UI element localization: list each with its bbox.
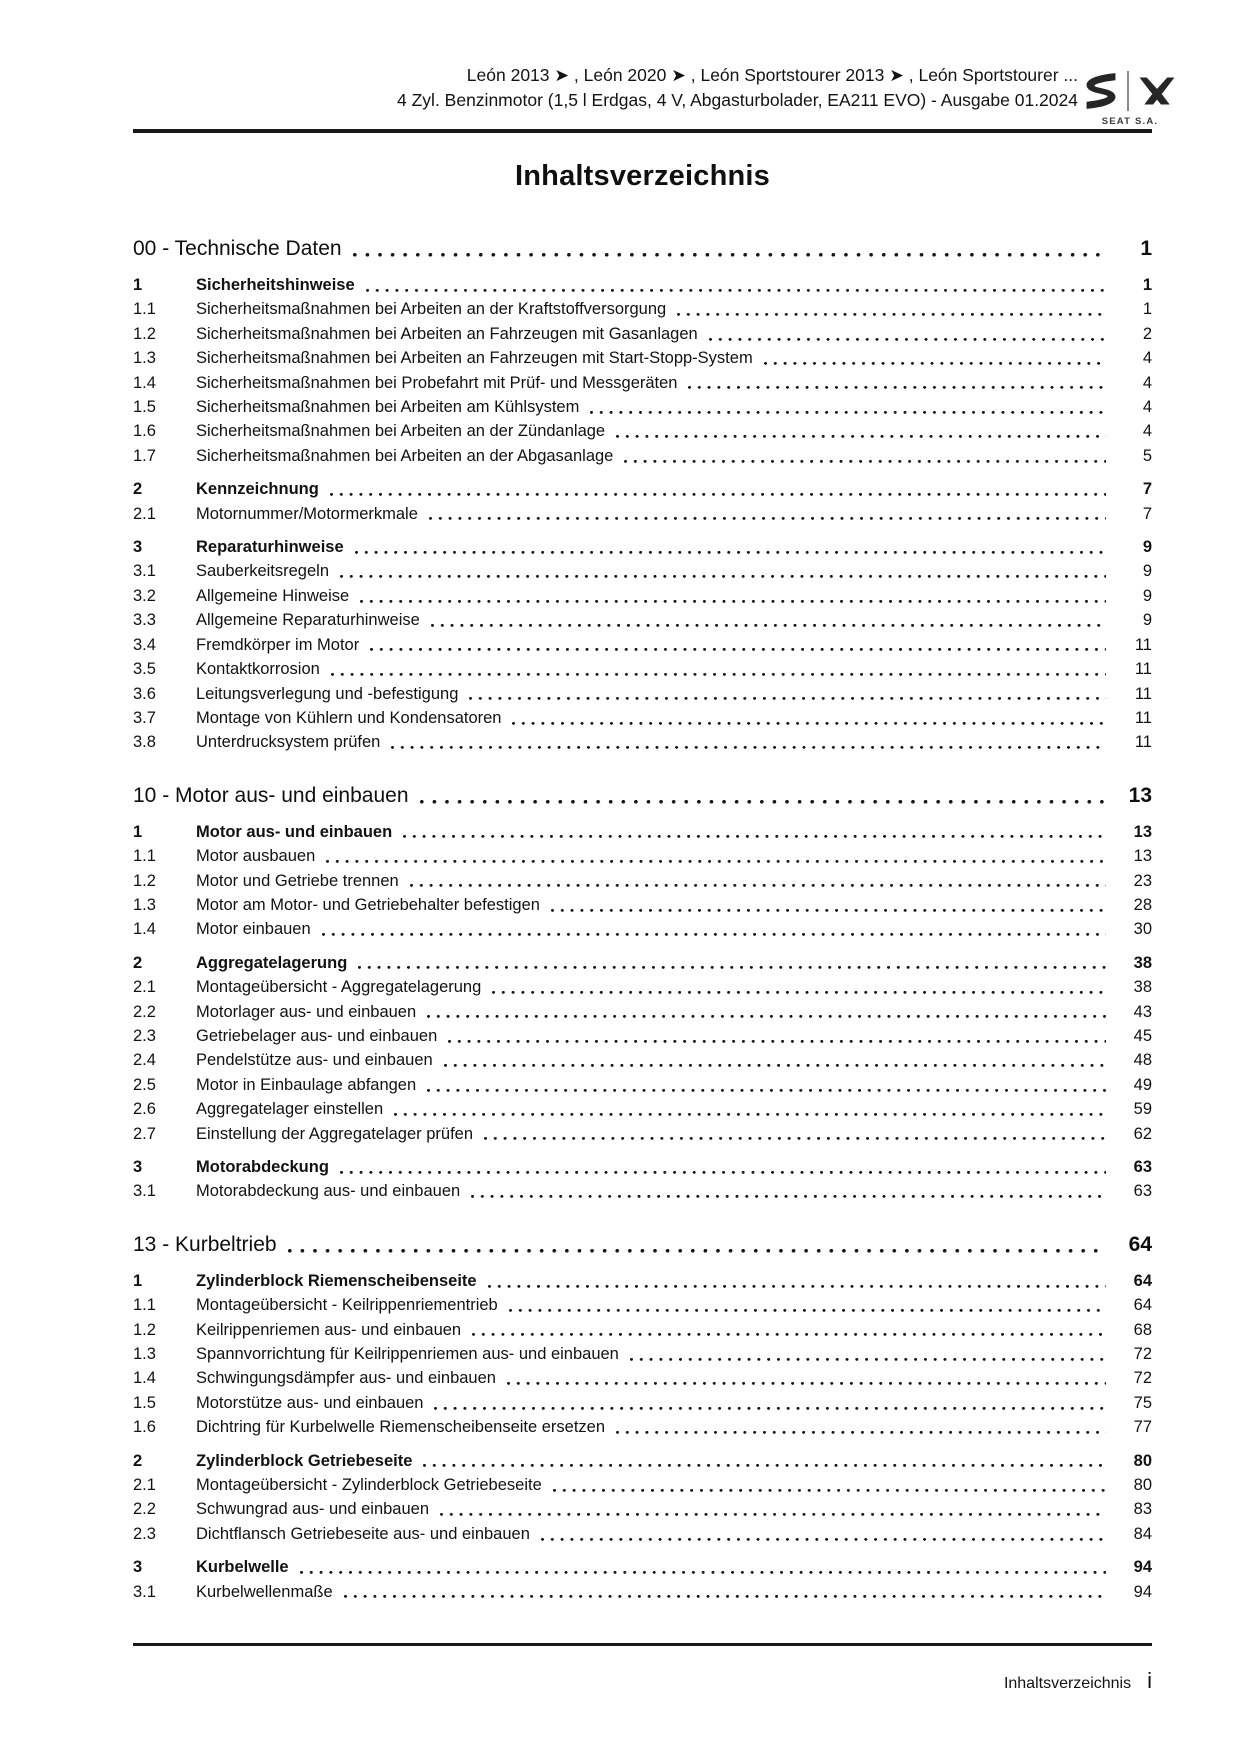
toc-row-number: 3.3	[133, 611, 156, 630]
toc-row-page: 11	[1134, 733, 1152, 752]
toc-row-title: Spannvorrichtung für Keilrippenriemen aus- und einbauen	[196, 1345, 619, 1364]
dot-leader	[762, 346, 1106, 370]
toc-row[interactable]	[133, 477, 1152, 501]
dot-leader	[588, 395, 1106, 419]
dot-leader	[490, 975, 1106, 999]
toc-row[interactable]	[133, 1318, 1152, 1342]
toc-row-page: 49	[1133, 1075, 1152, 1094]
toc-row[interactable]	[133, 1473, 1152, 1497]
dot-leader	[438, 1497, 1106, 1521]
dot-leader	[549, 893, 1106, 917]
dot-leader	[614, 419, 1106, 443]
dot-leader	[286, 1229, 1106, 1260]
dot-leader	[505, 1366, 1106, 1390]
toc-row-page: 63	[1133, 1182, 1152, 1201]
toc-row[interactable]	[133, 1097, 1152, 1121]
dot-leader	[486, 1269, 1106, 1293]
toc-row[interactable]	[133, 633, 1152, 657]
toc-row-page: 13	[1133, 847, 1152, 866]
toc-row-number: 3.7	[133, 708, 156, 727]
toc-row-title: Motor und Getriebe trennen	[196, 871, 399, 890]
toc-row-page: 9	[1142, 562, 1152, 581]
toc-row-number: 1.7	[133, 446, 156, 465]
toc-row-page: 48	[1133, 1051, 1152, 1070]
toc-row-number: 3	[133, 538, 143, 557]
toc-row[interactable]	[133, 273, 1152, 297]
toc-chapter-row[interactable]	[133, 1229, 1152, 1260]
toc-row-page: 38	[1133, 978, 1152, 997]
toc-row[interactable]	[133, 584, 1152, 608]
toc-row-page: 4	[1142, 422, 1152, 441]
toc-row-number: 1.6	[133, 1418, 156, 1437]
toc-row-title: Reparaturhinweise	[196, 538, 344, 557]
toc-row-number: 2.1	[133, 1476, 156, 1495]
toc-row-number: 1	[133, 822, 143, 841]
toc-row[interactable]	[133, 917, 1152, 941]
toc-row-title: Motor ausbauen	[196, 847, 316, 866]
toc-row[interactable]	[133, 1155, 1152, 1179]
toc-row-number: 3.8	[133, 733, 156, 752]
dot-leader	[707, 322, 1106, 346]
dot-leader	[432, 1391, 1106, 1415]
toc-row-page: 43	[1133, 1002, 1152, 1021]
toc-row-number: 3.1	[133, 1582, 156, 1601]
toc-row-number: 3.2	[133, 586, 156, 605]
dot-leader	[446, 1024, 1106, 1048]
dot-leader	[353, 535, 1106, 559]
toc-row[interactable]	[133, 502, 1152, 526]
toc-row-page: 80	[1133, 1476, 1152, 1495]
toc-row-page: 1	[1142, 276, 1152, 294]
toc-row-page: 59	[1133, 1100, 1152, 1119]
toc	[133, 233, 1152, 1604]
toc-row-page: 4	[1142, 349, 1152, 368]
toc-row-number: 3.1	[133, 562, 156, 581]
toc-row-title: Sicherheitsmaßnahmen bei Probefahrt mit Prüf- und Messgeräten	[196, 373, 678, 392]
toc-row-title: Montageübersicht - Keilrippenriementrieb	[196, 1296, 498, 1315]
toc-row-number: 2.5	[133, 1075, 156, 1094]
toc-chapter-row[interactable]	[133, 233, 1152, 264]
toc-row-page: 84	[1133, 1524, 1152, 1543]
toc-row-number: 1.5	[133, 398, 156, 417]
dot-leader	[425, 1073, 1106, 1097]
toc-row-title: Montageübersicht - Zylinderblock Getriebeseite	[196, 1476, 542, 1495]
dot-leader	[364, 273, 1106, 297]
toc-row-number: 3.5	[133, 660, 156, 679]
toc-row-number: 2.1	[133, 504, 156, 523]
toc-chapter-row[interactable]	[133, 780, 1152, 811]
toc-row-title: Sicherheitsmaßnahmen bei Arbeiten an Fahrzeugen mit Gasanlagen	[196, 324, 698, 343]
toc-row[interactable]	[133, 608, 1152, 632]
toc-chapter	[133, 233, 1152, 755]
toc-row-title: Kontaktkorrosion	[196, 660, 320, 679]
toc-row-page: 75	[1133, 1393, 1152, 1412]
dot-leader	[425, 1000, 1106, 1024]
toc-row[interactable]	[133, 951, 1152, 975]
toc-row-title: Motor in Einbaulage abfangen	[196, 1075, 417, 1094]
toc-row[interactable]	[133, 1366, 1152, 1390]
toc-row[interactable]	[133, 1122, 1152, 1146]
toc-row-page: 62	[1133, 1124, 1152, 1143]
toc-row-number: 2	[133, 953, 143, 972]
toc-row[interactable]	[133, 535, 1152, 559]
dot-leader	[368, 633, 1106, 657]
toc-row-page: 28	[1133, 895, 1152, 914]
toc-row-number: 2.2	[133, 1002, 156, 1021]
dot-leader	[298, 1555, 1106, 1579]
toc-row-title: Aggregatelager einstellen	[196, 1100, 384, 1119]
page-title: Inhaltsverzeichnis	[514, 160, 771, 192]
toc-row-number: 1.6	[133, 422, 156, 441]
toc-row-number: 2.1	[133, 978, 156, 997]
dot-leader	[324, 844, 1106, 868]
toc-row-number: 3.1	[133, 1182, 156, 1201]
toc-row-page: 11	[1134, 635, 1152, 654]
toc-row-title: Allgemeine Reparaturhinweise	[196, 611, 420, 630]
toc-row-title: Motorabdeckung	[196, 1158, 329, 1176]
dot-leader	[338, 1155, 1106, 1179]
toc-row-page: 64	[1133, 1296, 1152, 1315]
toc-row-number: 1.1	[133, 300, 156, 319]
toc-row[interactable]	[133, 371, 1152, 395]
toc-row-title: Zylinderblock Riemenscheibenseite	[196, 1271, 477, 1290]
toc-chapter-title: 00 - Technische Daten	[133, 237, 342, 260]
toc-row-title: Dichtring für Kurbelwelle Riemenscheibenseite ersetzen	[196, 1418, 606, 1437]
toc-row[interactable]	[133, 297, 1152, 321]
toc-row[interactable]	[133, 444, 1152, 468]
dot-leader	[389, 730, 1106, 754]
toc-row-page: 5	[1142, 446, 1152, 465]
toc-row[interactable]	[133, 322, 1152, 346]
toc-row[interactable]	[133, 893, 1152, 917]
dot-leader	[392, 1097, 1106, 1121]
toc-row-title: Unterdrucksystem prüfen	[196, 733, 381, 752]
toc-row[interactable]	[133, 1073, 1152, 1097]
toc-row-title: Sauberkeitsregeln	[196, 562, 329, 581]
dot-leader	[482, 1122, 1106, 1146]
toc-row-title: Sicherheitsmaßnahmen bei Arbeiten an der Kraftstoffversorgung	[196, 300, 667, 319]
toc-row[interactable]	[133, 395, 1152, 419]
toc-row[interactable]	[133, 1342, 1152, 1366]
toc-row-title: Motor am Motor- und Getriebehalter befestigen	[196, 895, 540, 914]
content-area	[133, 0, 1152, 1604]
toc-row-title: Motornummer/Motormerkmale	[196, 504, 418, 523]
toc-row-title: Sicherheitsmaßnahmen bei Arbeiten an Fahrzeugen mit Start-Stopp-System	[196, 349, 753, 368]
toc-row-number: 2.6	[133, 1100, 156, 1119]
toc-row[interactable]	[133, 1048, 1152, 1072]
toc-row-page: 2	[1142, 324, 1152, 343]
toc-row-page: 11	[1134, 684, 1152, 703]
toc-row-number: 1	[133, 1271, 143, 1290]
toc-row[interactable]	[133, 730, 1152, 754]
toc-row[interactable]	[133, 706, 1152, 730]
header-engine-line: 4 Zyl. Benzinmotor (1,5 l Erdgas, 4 V, Abgasturbolader, EA211 EVO) - Ausgabe 01.2024	[397, 90, 1078, 110]
dot-leader	[442, 1048, 1106, 1072]
toc-row-number: 3.6	[133, 684, 156, 703]
toc-row-number: 1.5	[133, 1393, 156, 1412]
toc-row[interactable]	[133, 1024, 1152, 1048]
toc-row-title: Getriebelager aus- und einbauen	[196, 1026, 438, 1045]
toc-row-number: 2	[133, 1451, 143, 1470]
toc-row[interactable]	[133, 559, 1152, 583]
header-model-line: León 2013 ➤ , León 2020 ➤ , León Sportstourer 2013 ➤ , León Sportstourer ...	[466, 65, 1078, 85]
toc-row[interactable]	[133, 1269, 1152, 1293]
dot-leader	[329, 657, 1106, 681]
toc-row[interactable]	[133, 1580, 1152, 1604]
logo-caption: SEAT S.A.	[1101, 116, 1159, 127]
dot-leader	[628, 1342, 1106, 1366]
toc-row-page: 9	[1142, 586, 1152, 605]
toc-row-number: 1.4	[133, 373, 156, 392]
toc-row-title: Sicherheitsmaßnahmen bei Arbeiten an der Abgasanlage	[196, 446, 614, 465]
dot-leader	[320, 917, 1106, 941]
toc-chapter-page: 1	[1140, 237, 1152, 260]
page-footer	[133, 1668, 1152, 1694]
toc-row-page: 80	[1133, 1451, 1152, 1470]
toc-row-number: 1.3	[133, 895, 156, 914]
toc-row-number: 1.1	[133, 1296, 156, 1315]
toc-row-number: 2.2	[133, 1500, 156, 1519]
dot-leader	[408, 869, 1106, 893]
toc-row[interactable]	[133, 1555, 1152, 1579]
dot-leader	[328, 477, 1106, 501]
toc-row-page: 9	[1142, 611, 1152, 630]
toc-row[interactable]	[133, 419, 1152, 443]
toc-row-page: 45	[1133, 1026, 1152, 1045]
toc-row-page: 94	[1133, 1582, 1152, 1601]
toc-row-page: 23	[1133, 871, 1152, 890]
dot-leader	[539, 1522, 1106, 1546]
toc-row-title: Montage von Kühlern und Kondensatoren	[196, 708, 502, 727]
toc-chapter-title: 13 - Kurbeltrieb	[133, 1232, 277, 1256]
toc-row-title: Leitungsverlegung und -befestigung	[196, 684, 459, 703]
dot-leader	[622, 444, 1106, 468]
dot-leader	[470, 1318, 1106, 1342]
dot-leader	[551, 1473, 1106, 1497]
toc-row-page: 1	[1142, 300, 1152, 319]
toc-row-number: 1.2	[133, 1320, 156, 1339]
toc-chapter	[133, 1229, 1152, 1604]
dot-leader	[338, 559, 1106, 583]
toc-row-title: Einstellung der Aggregatelager prüfen	[196, 1124, 474, 1143]
toc-chapter-page: 13	[1128, 783, 1152, 807]
toc-row-page: 7	[1142, 504, 1152, 523]
footer-section-label: Inhaltsverzeichnis	[1003, 1675, 1132, 1692]
toc-row[interactable]	[133, 820, 1152, 844]
toc-row-title: Keilrippenriemen aus- und einbauen	[196, 1320, 462, 1339]
toc-row-page: 11	[1134, 660, 1152, 679]
dot-leader	[467, 682, 1106, 706]
dot-leader	[469, 1179, 1106, 1203]
toc-row-title: Motor aus- und einbauen	[196, 822, 393, 841]
toc-row-title: Sicherheitshinweise	[196, 276, 355, 294]
dot-leader	[351, 233, 1106, 264]
toc-row-page: 94	[1133, 1558, 1152, 1577]
toc-row-title: Motor einbauen	[196, 920, 311, 939]
toc-row-page: 7	[1142, 480, 1152, 499]
toc-row-number: 2	[133, 480, 143, 499]
toc-row-number: 2.3	[133, 1026, 156, 1045]
toc-row[interactable]	[133, 1000, 1152, 1024]
toc-row-number: 1.1	[133, 847, 156, 866]
toc-row-title: Motorabdeckung aus- und einbauen	[196, 1182, 461, 1201]
toc-chapter	[133, 780, 1152, 1204]
toc-row-title: Motorstütze aus- und einbauen	[196, 1393, 424, 1412]
toc-row-page: 9	[1142, 538, 1152, 557]
toc-row-page: 68	[1133, 1320, 1152, 1339]
toc-row-page: 38	[1133, 953, 1152, 972]
toc-row[interactable]	[133, 844, 1152, 868]
dot-leader	[418, 780, 1106, 811]
footer-rule	[133, 1643, 1152, 1646]
toc-row[interactable]	[133, 1449, 1152, 1473]
toc-row-number: 2.7	[133, 1124, 156, 1143]
toc-row-page: 11	[1134, 708, 1152, 727]
toc-row-number: 1.3	[133, 1345, 156, 1364]
toc-row[interactable]	[133, 1391, 1152, 1415]
toc-row-number: 3	[133, 1158, 143, 1176]
dot-leader	[401, 820, 1106, 844]
toc-row-title: Schwungrad aus- und einbauen	[196, 1500, 430, 1519]
toc-row-page: 72	[1133, 1345, 1152, 1364]
toc-row-title: Pendelstütze aus- und einbauen	[196, 1051, 433, 1070]
toc-row-page: 83	[1133, 1500, 1152, 1519]
toc-row-page: 30	[1133, 920, 1152, 939]
toc-row-title: Schwingungsdämpfer aus- und einbauen	[196, 1369, 496, 1388]
toc-row-title: Allgemeine Hinweise	[196, 586, 350, 605]
dot-leader	[675, 297, 1106, 321]
toc-row[interactable]	[133, 657, 1152, 681]
toc-row-title: Fremdkörper im Motor	[196, 635, 360, 654]
toc-row[interactable]	[133, 346, 1152, 370]
toc-row-number: 1.3	[133, 349, 156, 368]
toc-row-page: 4	[1142, 398, 1152, 417]
footer-page-number: i	[1147, 1668, 1152, 1693]
toc-row[interactable]	[133, 1522, 1152, 1546]
toc-row-page: 63	[1133, 1158, 1152, 1176]
toc-row[interactable]	[133, 682, 1152, 706]
dot-leader	[507, 1293, 1106, 1317]
toc-row-number: 1.2	[133, 871, 156, 890]
toc-row-title: Kurbelwelle	[196, 1558, 289, 1577]
toc-row-number: 1.4	[133, 1369, 156, 1388]
toc-row-number: 2.3	[133, 1524, 156, 1543]
dot-leader	[427, 502, 1106, 526]
toc-row[interactable]	[133, 869, 1152, 893]
toc-row-title: Sicherheitsmaßnahmen bei Arbeiten an der Zündanlage	[196, 422, 606, 441]
toc-row-number: 3.4	[133, 635, 156, 654]
dot-leader	[614, 1415, 1106, 1439]
toc-row[interactable]	[133, 1497, 1152, 1521]
toc-row-title: Dichtflansch Getriebeseite aus- und einbauen	[196, 1524, 530, 1543]
dot-leader	[686, 371, 1106, 395]
toc-row-title: Montageübersicht - Aggregatelagerung	[196, 978, 482, 997]
toc-row-page: 77	[1133, 1418, 1152, 1437]
toc-row-title: Zylinderblock Getriebeseite	[196, 1451, 413, 1470]
toc-row-number: 2.4	[133, 1051, 156, 1070]
dot-leader	[356, 951, 1106, 975]
toc-row-title: Kennzeichnung	[196, 480, 319, 499]
toc-chapter-page: 64	[1128, 1232, 1152, 1256]
toc-row[interactable]	[133, 1179, 1152, 1203]
dot-leader	[421, 1449, 1106, 1473]
toc-row-title: Aggregatelagerung	[196, 953, 348, 972]
toc-row-title: Sicherheitsmaßnahmen bei Arbeiten am Kühlsystem	[196, 398, 580, 417]
toc-row-number: 1.4	[133, 920, 156, 939]
toc-row[interactable]	[133, 1293, 1152, 1317]
dot-leader	[510, 706, 1106, 730]
dot-leader	[358, 584, 1106, 608]
dot-leader	[429, 608, 1106, 632]
toc-row[interactable]	[133, 1415, 1152, 1439]
toc-row-title: Motorlager aus- und einbauen	[196, 1002, 417, 1021]
toc-chapter-title: 10 - Motor aus- und einbauen	[133, 783, 409, 807]
toc-row[interactable]	[133, 975, 1152, 999]
toc-row-title: Kurbelwellenmaße	[196, 1582, 333, 1601]
toc-row-number: 3	[133, 1558, 143, 1577]
toc-row-page: 64	[1133, 1271, 1152, 1290]
toc-row-number: 1	[133, 276, 143, 294]
dot-leader	[342, 1580, 1106, 1604]
toc-row-page: 72	[1133, 1369, 1152, 1388]
toc-row-number: 1.2	[133, 324, 156, 343]
toc-row-page: 13	[1133, 822, 1152, 841]
toc-row-page: 4	[1142, 373, 1152, 392]
